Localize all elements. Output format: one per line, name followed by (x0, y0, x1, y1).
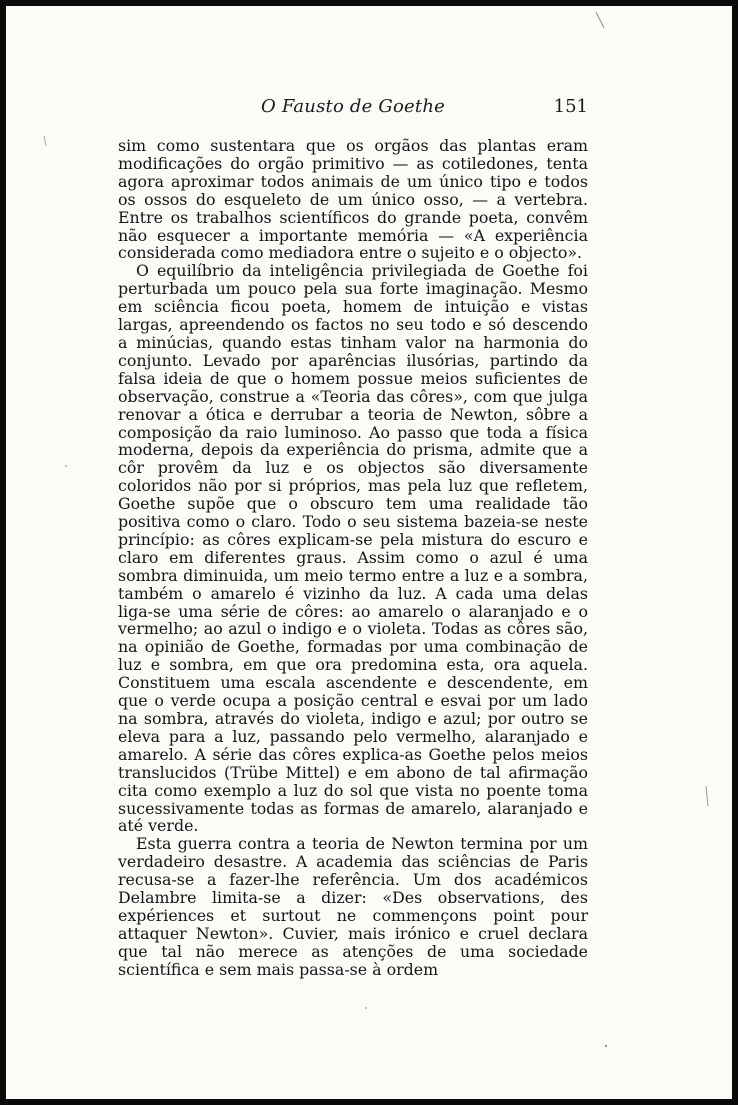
page-header (118, 96, 588, 120)
page-number: 151 (553, 96, 588, 117)
running-title: O Fausto de Goethe (261, 96, 445, 117)
paragraph-guerra-newton: Esta guerra contra a teoria de Newton termina por um verdadeiro desastre. A academia das sciências de Paris recusa-se a fazer-lhe referência. Um dos académicos Delambre limita-se a dizer: «Des observations, des expériences et surtout ne commençons point pour attaquer Newton». Cuvier, mais irónico e cruel declara que tal não merece as atenções de uma sociedade scientífica e sem mais passa-se à ordem (118, 834, 588, 979)
body-text (118, 137, 588, 979)
paragraph-continued: sim como sustentara que os orgãos das plantas eram modificações do orgão primitivo — as cotiledones, tenta agora aproximar todos animais de um único tipo e todos os ossos do esqueleto de um único osso, — a vertebra. Entre os trabalhos scientíficos do grande poeta, convêm não esquecer a importante memória — «A experiência considerada como mediadora entre o sujeito e o objecto». (118, 136, 588, 263)
paragraph-equilibrio: O equilíbrio da inteligência privilegiada de Goethe foi perturbada um pouco pela sua forte imaginação. Mesmo em sciência ficou poeta, homem de intuição e vistas largas, apreendendo os factos no seu todo e só descendo a minúcias, quando estas tinham valor na harmonia do conjunto. Levado por aparências ilusórias, partindo da falsa ideia de que o homem possue meios suficientes de observação, construe a «Teoria das côres», com que julga renovar a ótica e derrubar a teoria de Newton, sôbre a composição da raio luminoso. Ao passo que toda a física moderna, depois da experiência do prisma, admite que a côr provêm da luz e os objectos são diversamente coloridos não por si próprios, mas pela luz que refletem, Goethe supõe que o obscuro tem uma realidade tão positiva como o claro. Todo o seu sistema bazeia-se neste princípio: as côres explicam-se pela mistura do escuro e claro em diferentes graus. Assim como o azul é uma sombra diminuida, um meio termo entre a luz e a sombra, também o amarelo é vizinho da luz. A cada uma delas liga-se uma série de côres: ao amarelo o alaranjado e o vermelho; ao azul o indigo e o violeta. Todas as côres são, na opinião de Goethe, formadas por uma combinação de luz e sombra, em que ora predomina esta, ora aquela. Constituem uma escala ascendente e descendente, em que o verde ocupa a posição central e esvai por um lado na sombra, através do violeta, indigo e azul; por outro se eleva para a luz, passando pelo vermelho, alaranjado e amarelo. A série das côres explica-as Goethe pelos meios translucidos (Trübe Mittel) e em abono de tal afirmação cita como exemplo a luz do sol que vista no poente toma sucessivamente todas as formas de amarelo, alaranjado e até verde. (118, 261, 588, 836)
